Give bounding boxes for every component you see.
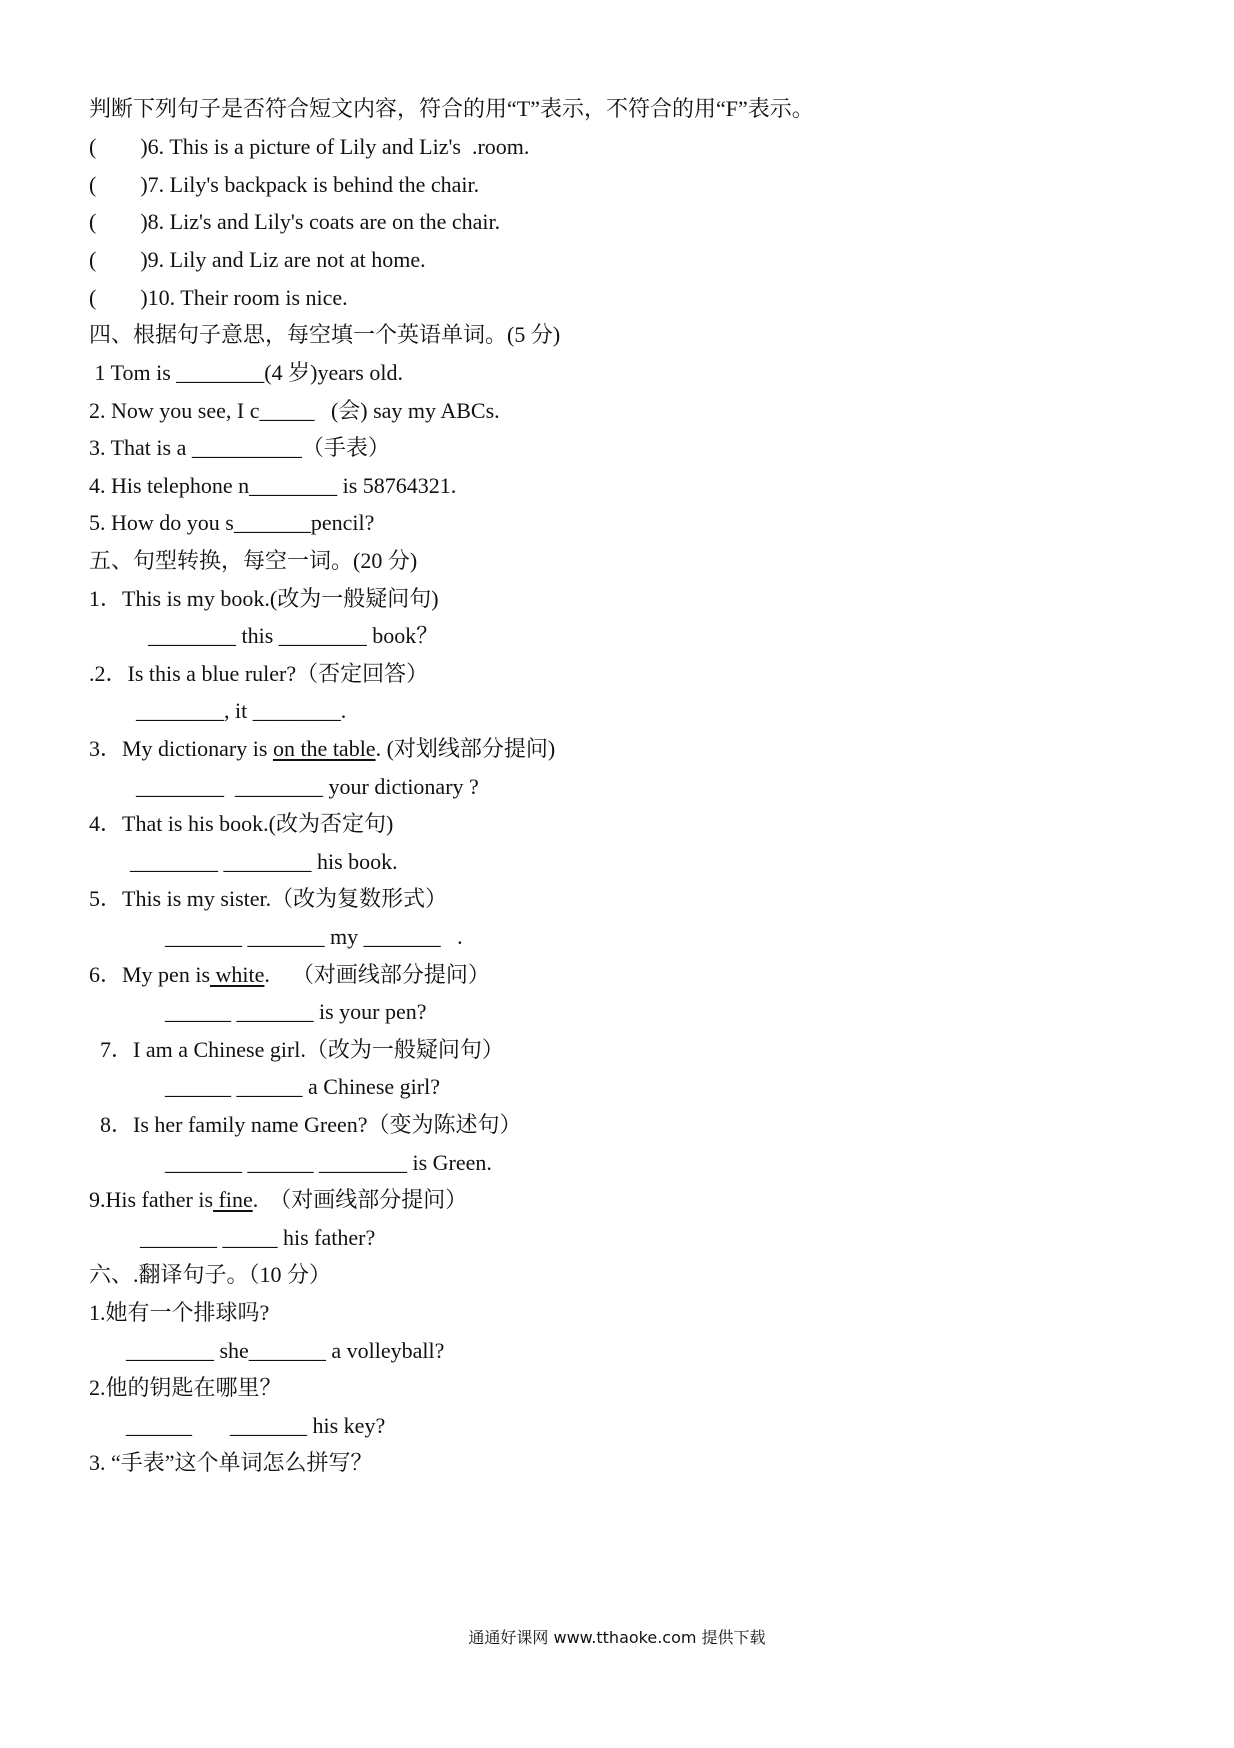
fill-item-1: 1 Tom is ________(4 岁)years old. [89, 360, 403, 385]
translate-answer-2 [126, 1412, 385, 1440]
tf-item-6: ( )6. This is a picture of Lily and Liz's .room. [89, 134, 530, 159]
transform-question-3-post: . (对划线部分提问) [375, 736, 556, 761]
answer-blank: _______ [230, 1413, 307, 1438]
translate-question-1: 1.她有一个排球吗? [89, 1300, 270, 1325]
tf-item-7: ( )7. Lily's backpack is behind the chair. [89, 172, 480, 197]
transform-question-9-post: . （对画线部分提问） [252, 1187, 468, 1212]
tf-instruction: 判断下列句子是否符合短文内容，符合的用“T”表示，不符合的用“F”表示。 [89, 96, 814, 121]
transform-question-5: 5．This is my sister.（改为复数形式） [89, 886, 448, 911]
transform-question-9 [89, 1186, 467, 1214]
fill-item-3: 3. That is a __________（手表） [89, 435, 390, 460]
transform-question-6-pre: 6．My pen is [89, 962, 211, 987]
tf-item-10: ( )10. Their room is nice. [89, 285, 348, 310]
fill-item-5: 5. How do you s_______pencil? [89, 510, 375, 535]
transform-question-1: 1．This is my book.(改为一般疑问句) [89, 586, 439, 611]
transform-question-7: 7．I am a Chinese girl.（改为一般疑问句） [89, 1037, 504, 1062]
transform-answer-5: _______ _______ my _______ . [165, 924, 463, 949]
fill-item-2: 2. Now you see, I c_____ (会) say my ABCs. [89, 398, 500, 423]
transform-answer-6: ______ _______ is your pen? [165, 999, 427, 1024]
underlined-phrase: on the table [272, 736, 376, 761]
transform-answer-4: ________ ________ his book. [130, 849, 398, 874]
transform-answer-7: ______ ______ a Chinese girl? [165, 1074, 440, 1099]
transform-answer-3: ________ ________ your dictionary ? [136, 774, 479, 799]
transform-question-9-pre: 9.His father is [89, 1187, 214, 1212]
section-four-heading: 四、根据句子意思，每空填一个英语单词。(5 分) [89, 322, 561, 347]
underlined-word: white [210, 962, 265, 987]
tf-item-9: ( )9. Lily and Liz are not at home. [89, 247, 426, 272]
section-six-heading: 六、.翻译句子。（10 分） [89, 1262, 332, 1287]
transform-answer-2: ________, it ________. [136, 698, 347, 723]
transform-answer-1: ________ this ________ book？ [148, 623, 439, 648]
transform-answer-9: _______ _____ his father? [140, 1225, 376, 1250]
translate-question-2: 2.他的钥匙在哪里？ [89, 1375, 282, 1400]
translate-question-3: 3. “手表”这个单词怎么拼写？ [89, 1450, 373, 1475]
transform-question-6 [89, 961, 490, 989]
fill-item-4: 4. His telephone n________ is 58764321. [89, 473, 457, 498]
translate-answer-2-tail: his key? [307, 1413, 386, 1438]
section-five-heading: 五、句型转换，每空一词。(20 分) [89, 548, 418, 573]
translate-answer-1: ________ she_______ a volleyball? [126, 1338, 445, 1363]
footer-credit: 通通好课网 www.tthaoke.com 提供下载 [468, 1628, 766, 1647]
answer-blank: ______ [126, 1413, 192, 1438]
transform-answer-8: _______ ______ ________ is Green. [165, 1150, 492, 1175]
transform-question-3 [89, 735, 555, 763]
transform-question-3-pre: 3．My dictionary is [89, 736, 273, 761]
underlined-word: fine [213, 1187, 253, 1212]
transform-question-2: .2．Is this a blue ruler?（否定回答） [89, 661, 429, 686]
transform-question-8: 8．Is her family name Green?（变为陈述句） [89, 1112, 522, 1137]
transform-question-4: 4．That is his book.(改为否定句) [89, 811, 394, 836]
transform-question-6-post: . （对画线部分提问） [264, 962, 490, 987]
tf-item-8: ( )8. Liz's and Lily's coats are on the chair. [89, 209, 501, 234]
